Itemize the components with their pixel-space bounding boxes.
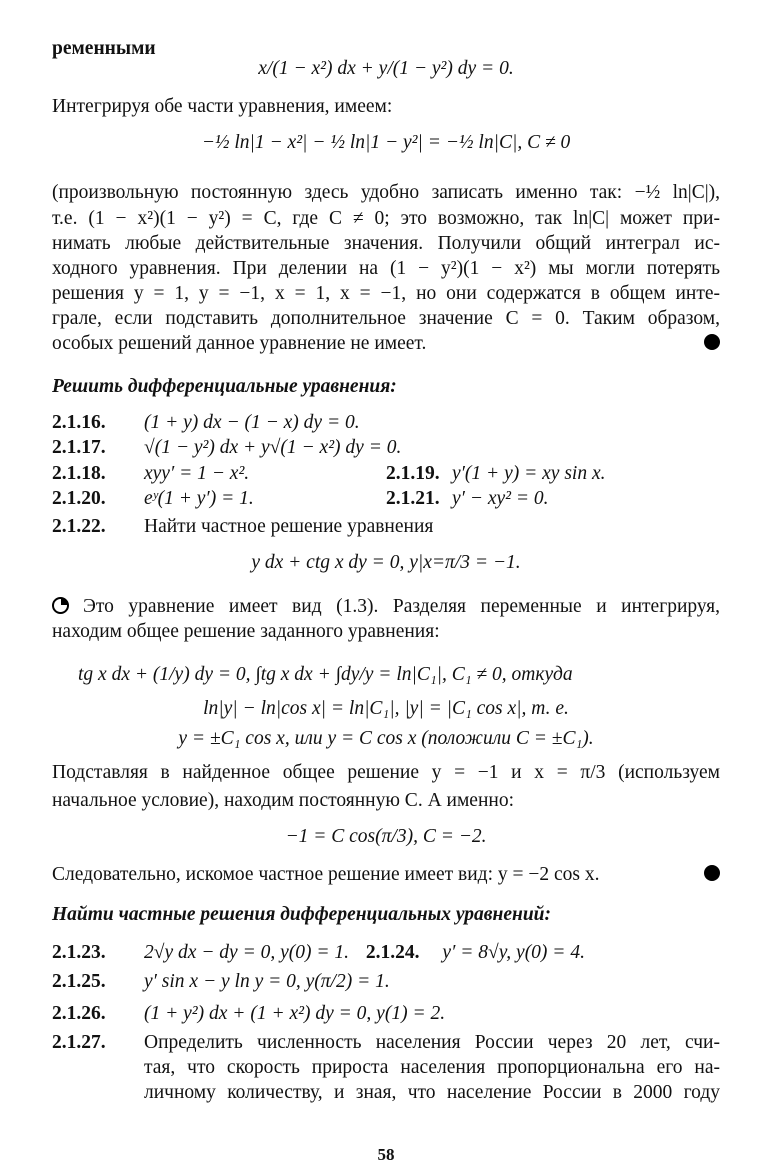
solution-equation-1: tg x dx + (1/y) dy = 0, ∫tg x dx + ∫dy/y = ln|C₁|, C₁ ≠ 0, откуда [78, 664, 573, 685]
problem-equation: xyy′ = 1 − x². [144, 463, 250, 484]
solution-conclusion: Следовательно, искомое частное решение имеет вид: y = −2 cos x. [52, 864, 600, 885]
problem-number: 2.1.24. [365, 942, 420, 963]
solution-equation-3: y = ±C₁ cos x, или y = C cos x (положили C = ±C₁). [178, 728, 594, 749]
paragraph-2-line-4: ходного уравнения. При делении на (1 − y²)(1 − x²) мы могли потерять [52, 258, 720, 279]
solution-intro-text: Это уравнение имеет вид (1.3). Разделяя переменные и интегрируя, [83, 596, 720, 617]
solution-start-icon [52, 597, 69, 614]
problem-pair-18-19 [52, 461, 720, 486]
problem-2-1-25 [52, 969, 390, 994]
problem-pair-20-21 [52, 486, 720, 511]
section-2-heading: Найти частные решения дифференциальных уравнений: [52, 904, 552, 925]
problem-2-1-22 [52, 514, 433, 539]
paragraph-2-line-3: нимать любые действительные значения. Получили общий интеграл ис- [52, 233, 720, 254]
problem-number: 2.1.18. [52, 463, 106, 484]
problem-2-1-27-line-2: тая, что скорость прироста населения пропорциональна его на- [144, 1057, 720, 1078]
paragraph-2-line-2: т.е. (1 − x²)(1 − y²) = C, где C ≠ 0; это возможно, так ln|C| может при- [52, 208, 720, 229]
problem-number: 2.1.19. [386, 463, 440, 484]
problem-equation: y′ = 8√y, y(0) = 4. [442, 942, 585, 963]
problem-equation: (1 + y²) dx + (1 + x²) dy = 0, y(1) = 2. [144, 1003, 446, 1024]
solution-equation-4: −1 = C cos(π/3), C = −2. [285, 826, 487, 847]
paragraph-2-line-5: решения y = 1, y = −1, x = 1, x = −1, но они содержатся в общем инте- [52, 283, 720, 304]
problem-number: 2.1.17. [52, 437, 106, 458]
solution-intro-line-1 [52, 594, 720, 619]
problem-2-1-27-line-3: личному количеству, и зная, что население России в 2000 году [144, 1082, 720, 1103]
problem-2-1-17 [52, 435, 401, 460]
problem-equation: 2√y dx − dy = 0, y(0) = 1. [144, 942, 350, 963]
paragraph-2-line-1: (произвольную постоянную здесь удобно записать именно так: −½ ln|C|), [52, 182, 720, 203]
problem-equation: y′ sin x − y ln y = 0, y(π/2) = 1. [144, 971, 390, 992]
problem-text: Найти частное решение уравнения [144, 516, 434, 537]
problem-number: 2.1.21. [386, 488, 440, 509]
equation-1: x/(1 − x²) dx + y/(1 − y²) dy = 0. [258, 58, 514, 79]
problem-equation: √(1 − y²) dx + y√(1 − x²) dy = 0. [144, 437, 402, 458]
paragraph-2-line-7: особых решений данное уравнение не имеет. [52, 333, 427, 354]
continued-word: ременными [52, 38, 156, 59]
paragraph-2-line-6: грале, если подставить дополнительное значение C = 0. Таким образом, [52, 308, 720, 329]
problem-number: 2.1.23. [52, 942, 106, 963]
solution-text-2: начальное условие), находим постоянную C. А именно: [52, 790, 514, 811]
problem-equation: (1 + y) dx − (1 − x) dy = 0. [144, 412, 360, 433]
problem-number: 2.1.16. [52, 412, 106, 433]
problem-2-1-26 [52, 1001, 445, 1026]
end-of-solution-bullet-icon [704, 865, 720, 881]
problem-2-1-22-equation: y dx + ctg x dy = 0, y|x=π/3 = −1. [251, 552, 521, 573]
problem-2-1-27-line-1: Определить численность населения России через 20 лет, счи- [144, 1032, 720, 1053]
problem-equation: eʸ(1 + y′) = 1. [144, 488, 254, 509]
end-of-solution-bullet-icon [704, 334, 720, 350]
problem-number: 2.1.27. [52, 1032, 106, 1053]
equation-2: −½ ln|1 − x²| − ½ ln|1 − y²| = −½ ln|C|, C ≠ 0 [201, 132, 571, 153]
problem-number: 2.1.25. [52, 971, 106, 992]
solution-text-1: Подставляя в найденное общее решение y = −1 и x = π/3 (используем [52, 762, 720, 783]
problem-number: 2.1.22. [52, 516, 106, 537]
solution-intro-line-2: находим общее решение заданного уравнения: [52, 621, 440, 642]
problem-equation: y′ − xy² = 0. [452, 488, 549, 509]
problem-equation: y′(1 + y) = xy sin x. [452, 463, 606, 484]
problem-number: 2.1.20. [52, 488, 106, 509]
section-1-heading: Решить дифференциальные уравнения: [52, 376, 397, 397]
page-number: 58 [377, 1145, 395, 1164]
solution-equation-2: ln|y| − ln|cos x| = ln|C₁|, |y| = |C₁ cos x|, т. е. [203, 698, 569, 719]
problem-number: 2.1.26. [52, 1003, 106, 1024]
paragraph-1: Интегрируя обе части уравнения, имеем: [52, 96, 393, 117]
problem-pair-23-24 [52, 940, 720, 965]
problem-2-1-16 [52, 410, 360, 435]
